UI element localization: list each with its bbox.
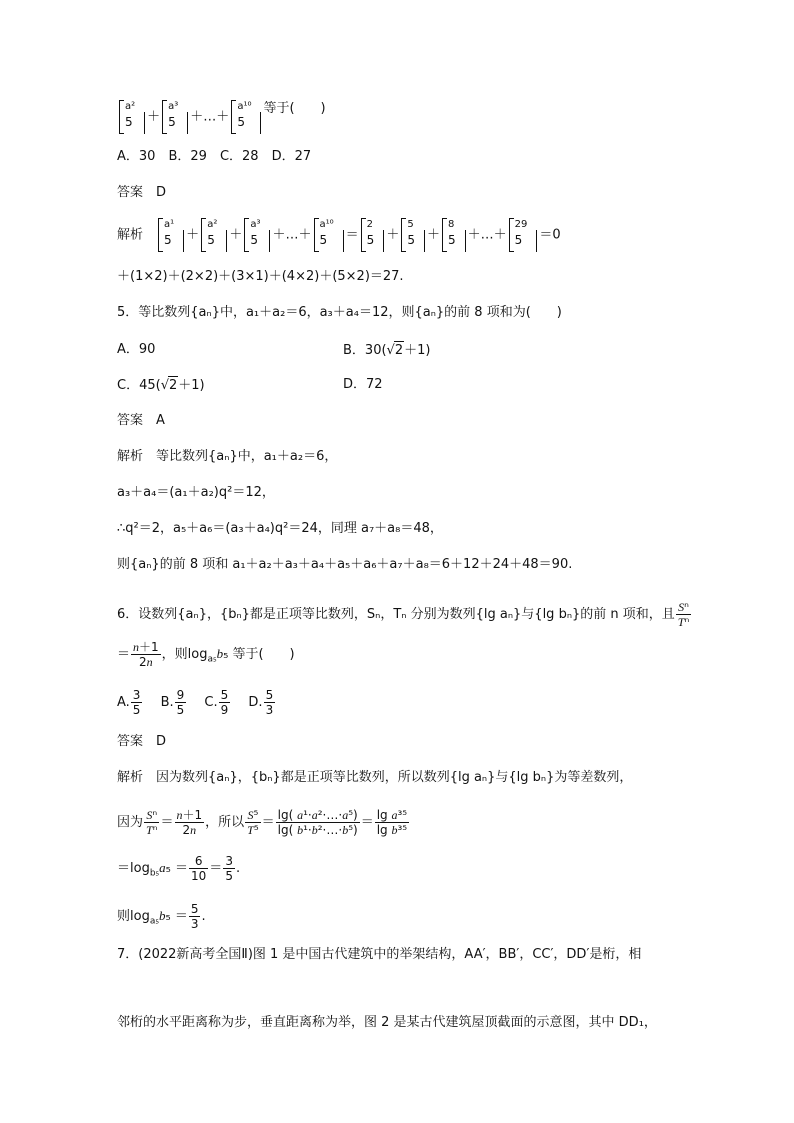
bracket-term: 29 5 [509, 218, 538, 252]
bracket-term: a² 5 [119, 100, 145, 134]
fraction: $\frac{5}{9}$ [220, 688, 229, 717]
q4-expression: a² 5 ＋ a³ 5 ＋…＋ a¹⁰ 5 等于( ) [117, 100, 326, 134]
fraction: $\frac{n+1}{2n}$ [133, 640, 159, 669]
q5-option-b: B．30(√2＋1) [343, 343, 431, 358]
q4-option-a: A．30 [117, 149, 156, 164]
bracket-term: a² 5 [201, 218, 227, 252]
bracket-term: a³ 5 [244, 218, 270, 252]
q4-tail: 等于( ) [263, 101, 326, 116]
q4-options [117, 148, 311, 166]
q6-analysis-line4: 则$\log_{a_5}b_5$ ＝ $\frac{5}{3}$ . [117, 902, 206, 931]
analysis-label: 解析 [117, 227, 144, 243]
q5-analysis-line4: 则{aₙ}的前 8 项和 a₁＋a₂＋a₃＋a₄＋a₅＋a₆＋a₇＋a₈＝6＋12＋24＋48＝90. [117, 557, 573, 572]
bracket-term: a¹⁰ 5 [231, 100, 261, 134]
fraction: $\frac{\text{Sⁿ}}{\text{Tⁿ}}$ [677, 600, 690, 629]
fraction: $\frac{3}{5}$ [225, 854, 233, 883]
fraction: $\frac{\text{S⁵}}{\text{T⁵}}$ [247, 808, 259, 837]
q6-stem: 6．设数列{aₙ}，{bₙ}都是正项等比数列，Sₙ，Tₙ 分别为数列{lg aₙ}与{lg bₙ}的前 n 项和，且 $\frac{\text{Sⁿ}}{\text{Tⁿ}}$ [117, 600, 690, 629]
q6-analysis-line3: $=\log_{b_5}a_5$ ＝ $\frac{6}{10}$ ＝ $\frac{3}{5}$ . [117, 854, 241, 883]
fraction: $\frac{9}{5}$ [176, 688, 185, 717]
q5-analysis-line1: 解析 等比数列{aₙ}中，a₁＋a₂＝6， [117, 449, 338, 464]
q6-stem-line2: ＝ $\frac{n+1}{2n}$ ，则$\log_{a_5}b_5$ 等于( ) [117, 640, 295, 669]
q6-analysis-line1: 解析 因为数列{aₙ}，{bₙ}都是正项等比数列，所以数列{lg aₙ}与{lg bₙ}为等差数列， [117, 770, 633, 785]
q4-answer [117, 184, 166, 202]
fraction: $\frac{\text{Sⁿ}}{\text{Tⁿ}}$ [146, 808, 158, 837]
bracket-term: 8 5 [442, 218, 466, 252]
q4-option-d: D．27 [271, 149, 312, 164]
q4-analysis-line2: ＋(1×2)＋(2×2)＋(3×1)＋(4×2)＋(5×2)＝27. [117, 269, 404, 284]
fraction: $\frac{6}{10}$ [191, 854, 207, 883]
q5-analysis-line3: ∴q²＝2，a₅＋a₆＝(a₃＋a₄)q²＝24，同理 a₇＋a₈＝48， [117, 521, 443, 536]
q4-analysis-line1: 解析 a¹ 5 ＋ a² 5 ＋ a³ 5 ＋…＋ a¹⁰ 5 ＝ 2 5 ＋ 5 5 ＋ 8 5 ＋…＋ 29 5 ＝0 [117, 218, 561, 252]
fraction: $\frac{5}{3}$ [190, 902, 199, 931]
bracket-term: 5 5 [401, 218, 425, 252]
bracket-term: 2 5 [361, 218, 385, 252]
q5-option-d: D．72 [343, 377, 383, 392]
fraction: $\frac{5}{3}$ [265, 688, 274, 717]
q7-line1: 7．(2022新高考全国Ⅱ)图 1 是中国古代建筑中的举架结构，AA′，BB′，CC′，DD′是桁，相 [117, 947, 642, 962]
answer-value: D [156, 185, 167, 200]
q5-option-a: A．90 [117, 342, 156, 357]
fraction: $\frac{n+1}{2n}$ [176, 808, 203, 837]
q4-option-c: C．28 [219, 149, 259, 164]
fraction: $\frac{\text{lg a³⁵}}{\text{lg b³⁵}}$ [376, 808, 408, 837]
q6-options: A. $\frac{3}{5}$ B. $\frac{9}{5}$ C. $\frac{5}{9}$ D. $\frac{5}{3}$ [117, 688, 274, 717]
q5-analysis-line2: a₃＋a₄＝(a₁＋a₂)q²＝12， [117, 485, 275, 500]
q7-line2: 邻桁的水平距离称为步，垂直距离称为举，图 2 是某古代建筑屋顶截面的示意图，其中 DD₁， [117, 1015, 657, 1030]
q4-option-b: B．29 [168, 149, 207, 164]
q5-answer: 答案 A [117, 413, 165, 428]
bracket-term: a³ 5 [162, 100, 188, 134]
answer-label: 答案 [117, 185, 144, 200]
q5-stem: 5．等比数列{aₙ}中，a₁＋a₂＝6，a₃＋a₄＝12，则{aₙ}的前 8 项和为( ) [117, 305, 562, 320]
fraction: $\frac{\text{lg( a¹·a²·…·a⁵)}}{\text{lg( b¹·b²·…·b⁵)}}$ [277, 808, 358, 837]
q5-option-c: C．45(√2＋1) [117, 378, 205, 393]
q6-analysis-line2: 因为 $\frac{\text{Sⁿ}}{\text{Tⁿ}}$ ＝ $\frac{n+1}{2n}$ ，所以 $\frac{\text{S⁵}}{\text{T⁵}}$ ＝ $\frac{\text{lg( a¹·a²·…·a⁵)}}{\text{lg( b¹·b²·…·b⁵)}}$ ＝ $\frac{\text{lg a³⁵}}{\text{lg b³⁵}}$ [117, 808, 408, 837]
fraction: $\frac{3}{5}$ [132, 688, 141, 717]
q6-answer: 答案 D [117, 734, 167, 749]
bracket-term: a¹⁰ 5 [314, 218, 344, 252]
bracket-term: a¹ 5 [158, 218, 184, 252]
